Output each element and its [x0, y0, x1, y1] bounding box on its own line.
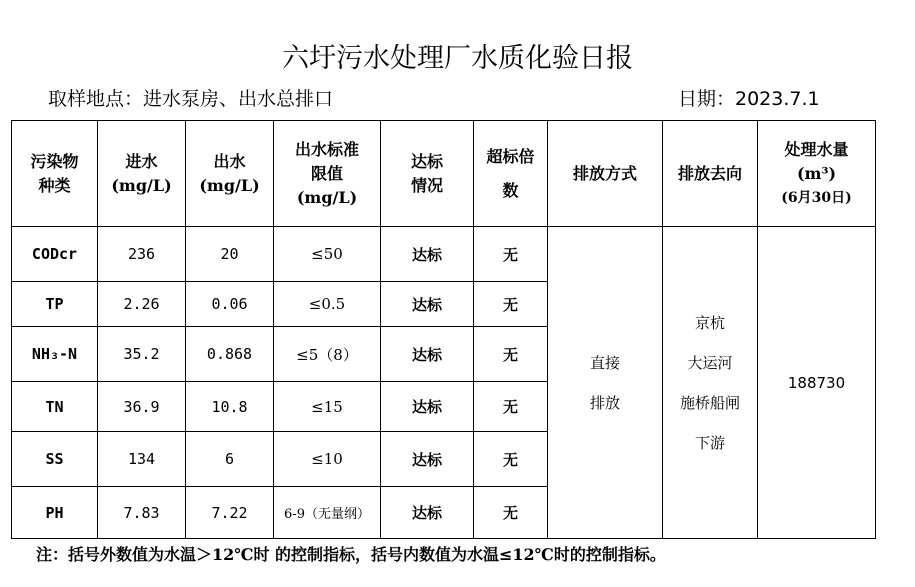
table-header-row	[12, 121, 876, 227]
header-outflow: 出水 (mg/L)	[186, 121, 274, 227]
table-row	[12, 227, 876, 282]
status-value: 达标	[381, 432, 474, 487]
header-discharge-dest: 排放去向	[663, 121, 758, 227]
discharge-method-cell: 直接 排放	[548, 227, 663, 539]
multiple-value: 无	[474, 282, 548, 327]
header-volume: 处理水量 (m³) (6月30日)	[758, 121, 876, 227]
outflow-value: 20	[186, 227, 274, 282]
discharge-dest-cell: 京杭 大运河 施桥船闸 下游	[663, 227, 758, 539]
pollutant-name: CODcr	[12, 227, 98, 282]
report-date: 日期：2023.7.1	[678, 88, 820, 110]
limit-value: ≤0.5	[274, 282, 381, 327]
water-quality-table	[11, 120, 876, 539]
limit-value: ≤15	[274, 382, 381, 432]
header-status: 达标 情况	[381, 121, 474, 227]
pollutant-name: TN	[12, 382, 98, 432]
limit-value: ≤50	[274, 227, 381, 282]
multiple-value: 无	[474, 432, 548, 487]
pollutant-name: NH₃-N	[12, 327, 98, 382]
outflow-value: 0.06	[186, 282, 274, 327]
outflow-value: 0.868	[186, 327, 274, 382]
inflow-value: 2.26	[98, 282, 186, 327]
limit-value: ≤5（8）	[274, 327, 381, 382]
pollutant-name: TP	[12, 282, 98, 327]
status-value: 达标	[381, 327, 474, 382]
status-value: 达标	[381, 282, 474, 327]
limit-value: ≤10	[274, 432, 381, 487]
header-multiple: 超标倍 数	[474, 121, 548, 227]
status-value: 达标	[381, 227, 474, 282]
inflow-value: 35.2	[98, 327, 186, 382]
inflow-value: 236	[98, 227, 186, 282]
outflow-value: 10.8	[186, 382, 274, 432]
inflow-value: 134	[98, 432, 186, 487]
multiple-value: 无	[474, 487, 548, 539]
header-inflow: 进水 (mg/L)	[98, 121, 186, 227]
inflow-value: 36.9	[98, 382, 186, 432]
limit-value: 6-9（无量纲）	[274, 487, 381, 539]
multiple-value: 无	[474, 227, 548, 282]
status-value: 达标	[381, 487, 474, 539]
outflow-value: 7.22	[186, 487, 274, 539]
inflow-value: 7.83	[98, 487, 186, 539]
pollutant-name: PH	[12, 487, 98, 539]
report-title: 六圩污水处理厂水质化验日报	[282, 43, 633, 74]
status-value: 达标	[381, 382, 474, 432]
sampling-location: 取样地点：进水泵房、出水总排口	[48, 88, 334, 110]
multiple-value: 无	[474, 382, 548, 432]
pollutant-name: SS	[12, 432, 98, 487]
header-discharge-method: 排放方式	[548, 121, 663, 227]
multiple-value: 无	[474, 327, 548, 382]
footnote: 注：括号外数值为水温＞12℃时 的控制指标，括号内数值为水温≤12℃时的控制指标。	[36, 545, 666, 564]
header-pollutant: 污染物 种类	[12, 121, 98, 227]
header-limit: 出水标准 限值 (mg/L)	[274, 121, 381, 227]
treated-volume: 188730	[758, 227, 876, 539]
outflow-value: 6	[186, 432, 274, 487]
